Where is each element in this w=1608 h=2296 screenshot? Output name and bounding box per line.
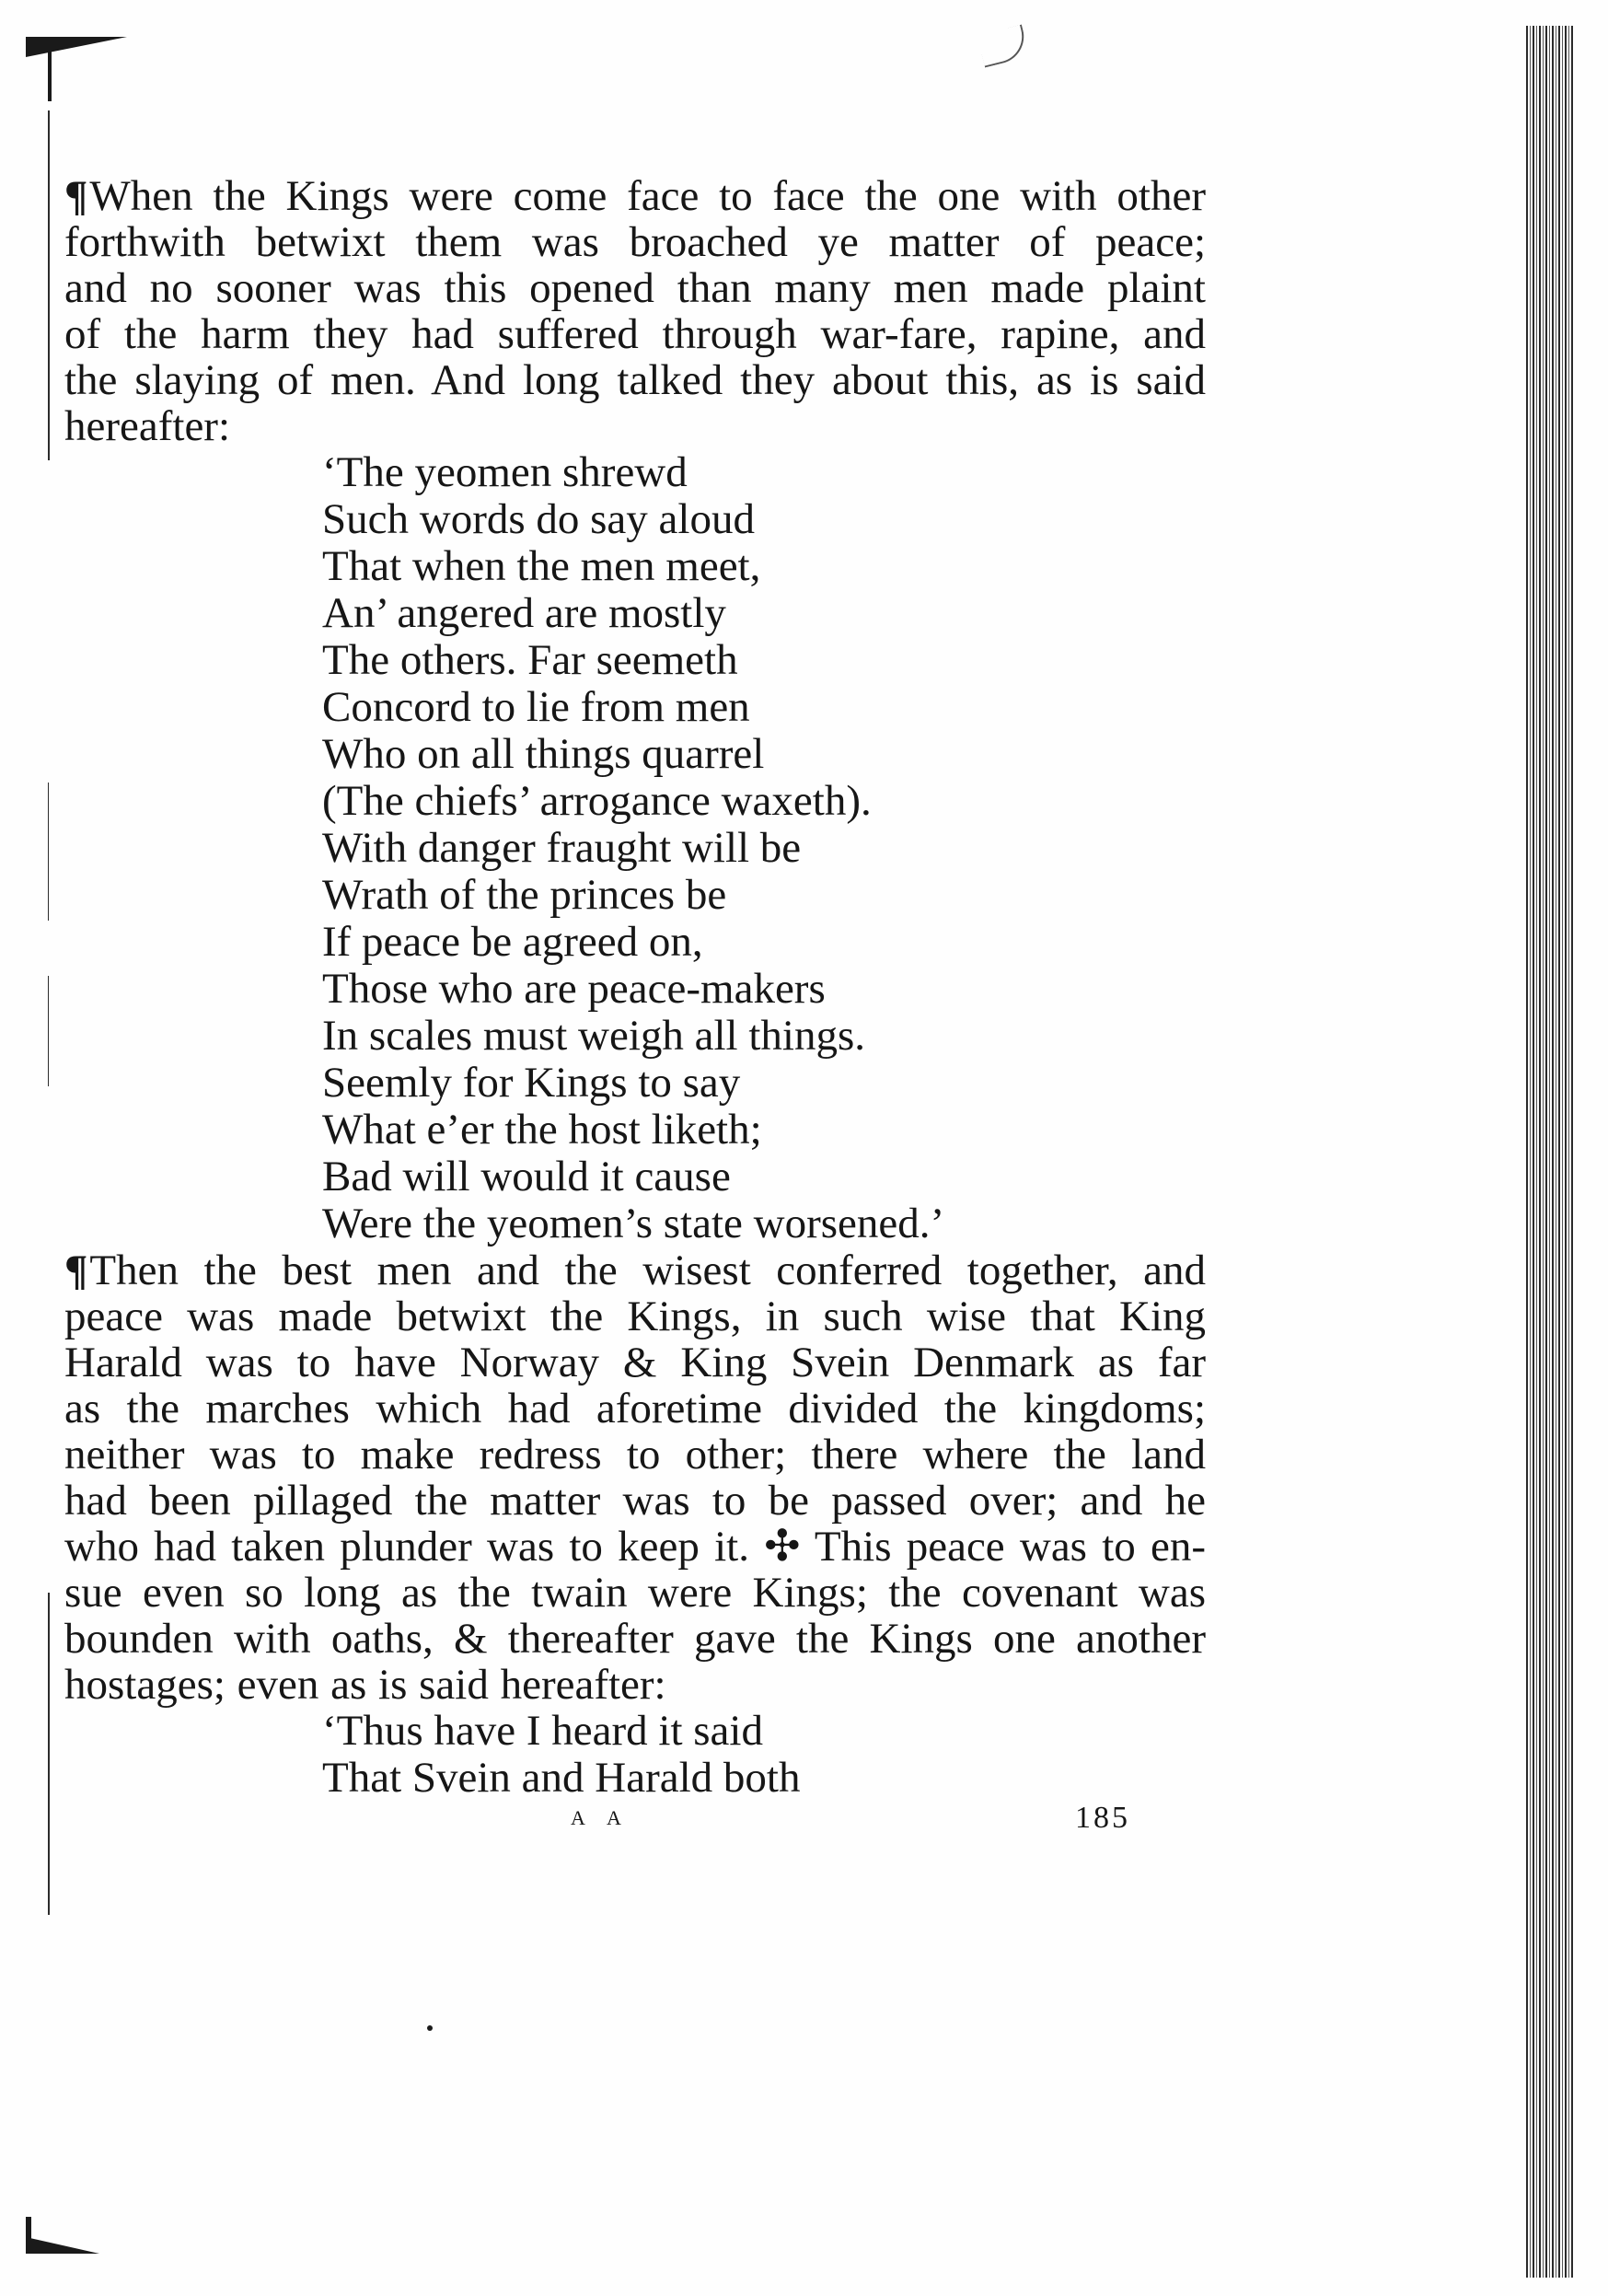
verse-stanza-1 xyxy=(64,449,1206,1247)
verse-stanza-2 xyxy=(64,1708,1206,1802)
text-line: sue even so long as the twain were Kings; the covenant was xyxy=(64,1569,1206,1617)
text-line: and no sooner was this opened than many men made plaint xyxy=(64,264,1206,312)
verse-line: Wrath of the princes be xyxy=(322,871,727,919)
text-line: bounden with oaths, & thereafter gave the Kings one another xyxy=(64,1615,1206,1663)
text-line: who had taken plunder was to keep it. ✣ This peace was to en- xyxy=(64,1523,1206,1571)
scan-corner-mark-stem xyxy=(48,44,52,101)
text-line: hostages; even as is said hereafter: xyxy=(64,1661,666,1709)
text-line: Harald was to have Norway & King Svein Denmark as far xyxy=(64,1339,1206,1386)
page-edge-stack xyxy=(1526,26,1574,2278)
verse-line: ‘Thus have I heard it said xyxy=(322,1707,763,1755)
text-line xyxy=(64,1247,1206,1293)
verse-line: The others. Far seemeth xyxy=(322,636,738,684)
pilcrow-mark: ¶ xyxy=(64,172,88,220)
text-line: of the harm they had suffered through war-fare, rapine, and xyxy=(64,310,1206,358)
text-line: neither was to make redress to other; there where the land xyxy=(64,1431,1206,1478)
verse-line: Were the yeomen’s state worsened.’ xyxy=(322,1200,945,1247)
text-line xyxy=(64,173,1206,219)
text-line: as the marches which had aforetime divided the kingdoms; xyxy=(64,1385,1206,1432)
text-line: the slaying of men. And long talked they about this, as is said xyxy=(64,356,1206,404)
verse-line: Those who are peace-makers xyxy=(322,965,826,1013)
binding-shadow-line xyxy=(48,976,49,1086)
verse-line: That Svein and Harald both xyxy=(322,1754,801,1802)
text-block xyxy=(64,173,1206,1802)
verse-line: That when the men meet, xyxy=(322,542,761,590)
pilcrow-mark: ¶ xyxy=(64,1247,88,1294)
verse-line: (The chiefs’ arrogance waxeth). xyxy=(322,777,872,825)
text-line: peace was made betwixt the Kings, in such wise that King xyxy=(64,1293,1206,1340)
paragraph-peace xyxy=(64,1247,1206,1708)
verse-line: Bad will would it cause xyxy=(322,1153,731,1200)
verse-line: If peace be agreed on, xyxy=(322,918,703,966)
verse-line: In scales must weigh all things. xyxy=(322,1012,866,1060)
paragraph-opening xyxy=(64,173,1206,449)
text-line-content: When the Kings were come face to face the one with other xyxy=(89,172,1206,220)
page-footer xyxy=(64,1801,1206,1843)
binding-shadow-line xyxy=(48,783,49,921)
verse-line: What e’er the host liketh; xyxy=(322,1106,762,1154)
scan-corner-mark-bottom xyxy=(26,2237,99,2254)
scan-corner-mark-bottom-stem xyxy=(26,2217,31,2241)
verse-line: ‘The yeomen shrewd xyxy=(322,448,688,496)
verse-line: Concord to lie from men xyxy=(322,683,750,731)
verse-line: Who on all things quarrel xyxy=(322,730,765,778)
pencil-annotation-mark xyxy=(977,24,1029,67)
verse-line: Such words do say aloud xyxy=(322,495,755,543)
verse-line: With danger fraught will be xyxy=(322,824,802,872)
scan-corner-mark-top xyxy=(26,37,127,57)
text-line: forthwith betwixt them was broached ye matter of peace; xyxy=(64,218,1206,266)
verse-line: An’ angered are mostly xyxy=(322,589,726,637)
binding-shadow-line xyxy=(48,110,50,460)
text-line: had been pillaged the matter was to be passed over; and he xyxy=(64,1477,1206,1525)
text-line: hereafter: xyxy=(64,402,231,450)
text-line-content: Then the best men and the wisest conferred together, and xyxy=(89,1247,1206,1294)
binding-shadow-line xyxy=(48,1593,50,1915)
page-number: 185 xyxy=(1075,1801,1130,1835)
verse-line: Seemly for Kings to say xyxy=(322,1059,741,1107)
ink-speck xyxy=(427,2025,433,2031)
signature-mark: A A xyxy=(571,1806,630,1829)
